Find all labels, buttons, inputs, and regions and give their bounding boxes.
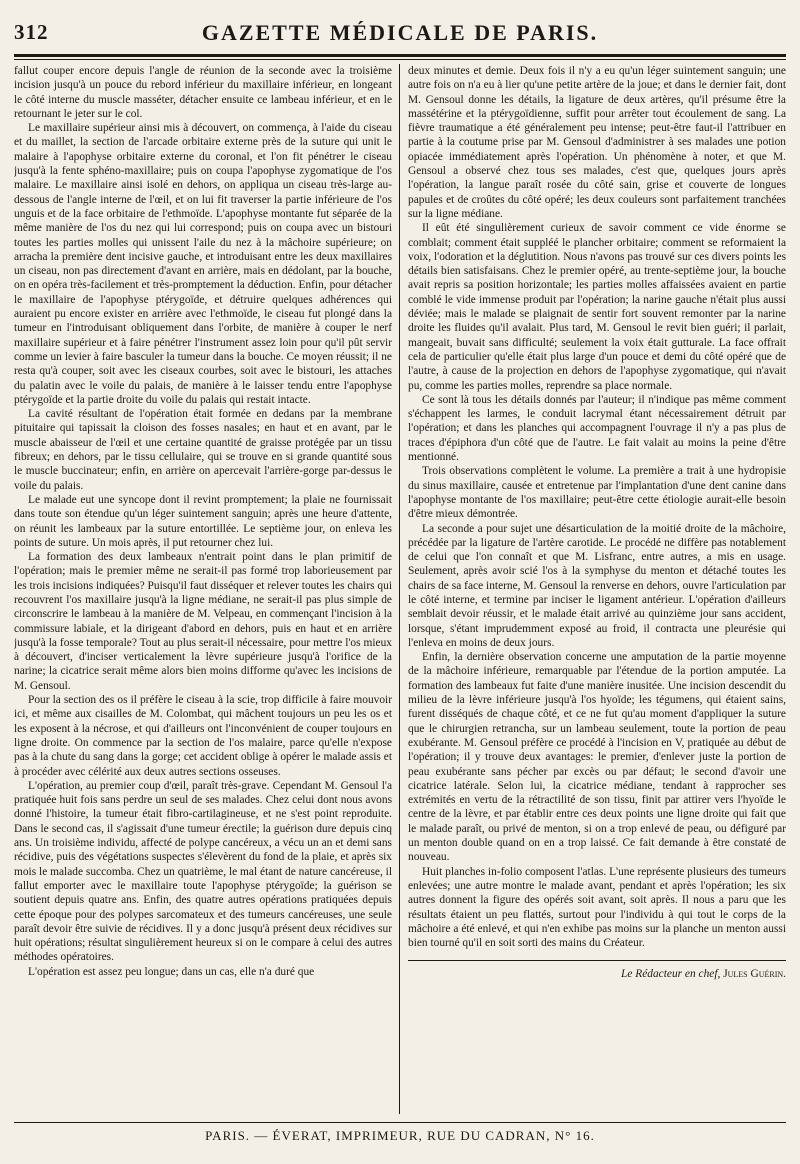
- paragraph: L'opération, au premier coup d'œil, paraît très-grave. Cependant M. Gensoul l'a pratiquée huit fois sans perdre un seul de ses malades. Chez celui dont nous avons donné l'histoire, la tumeur était fibro-cartilagineuse, et ne s'est point reproduite. Dans le second cas, il s'agissait d'une tumeur érectile; la guérison dure depuis cinq ans. Un troisième individu, affecté de polype cancéreux, a vécu un an et demi sans récidive, puis des végétations suspectes s'élevèrent du fond de la plaie, et après six mois le malade succomba. Chez un quatrième, le mal étant de nature cancéreuse, il fallut emporter avec le maxillaire toute l'apophyse ptérygoïde; la guérison se soutient depuis quatre ans. Enfin, des quatre autres opérations pratiquées depuis cette époque pour des polypes sarcomateux et des tumeurs cancéreuses, une seule paraît devoir être suivie de récidives. Il y a donc jusqu'à présent deux récidives sur huit opérations; résultat singulièrement heureux si on le compare à celui des autres méthodes opératoires.: [14, 779, 392, 964]
- printer-imprint: PARIS. — ÉVERAT, IMPRIMEUR, RUE DU CADRAN, N° 16.: [205, 1128, 595, 1143]
- paragraph: deux minutes et demie. Deux fois il n'y a eu qu'un léger suintement sanguin; une autre fois on n'a eu à lier qu'une petite artère de la joue; et dans le dernier fait, dont M. Gensoul donne les détails, la ligature de deux artères, qu'il présume être la massétérine et la ptérygoïdienne, suffit pour arrêter tout écoulement de sang. La fièvre traumatique a été généralement peu intense; peut-être faut-il l'attribuer en partie à la coutume prise par M. Gensoul d'administrer à ses malades une potion opiacée immédiatement après l'opération. Un phénomène à noter, et que M. Gensoul a observé chez tous ses malades, c'est que, quelques jours après l'opération, la langue paraît rosée du côté sain, grise et couverte de longues papules et de croûtes du côté opéré; les deux couleurs sont parfaitement tranchées sur la ligne médiane.: [408, 65, 786, 220]
- column-divider: [399, 64, 400, 1114]
- paragraph: fallut couper encore depuis l'angle de réunion de la seconde avec la troisième incision jusqu'à un pouce du rebord inférieur du maxillaire inférieur, en longeant le côté interne du muscle masséter, détacher ensuite ce lambeau inférieur, et en le retournant le jeter sur le col.: [14, 65, 392, 120]
- paragraph: Pour la section des os il préfère le ciseau à la scie, trop difficile à faire mouvoir ici, et même aux cisailles de M. Colombat, qui mâchent toujours un peu les os et les exposent à la nécrose, et qui d'ailleurs ont l'inconvénient de couper toujours en ligne droite. On commence par la section de l'os malaire, parce qu'elle n'expose pas à la chute du sang dans la gorge; cet accident oblige à opérer le malade assis et à procéder avec célérité aux deux autres sections osseuses.: [14, 694, 392, 778]
- left-column: [14, 64, 392, 1114]
- signature-name: Jules Guérin.: [723, 968, 786, 981]
- article-columns: [14, 64, 786, 1114]
- paragraph: La cavité résultant de l'opération était formée en dedans par la membrane pituitaire qui tapissait la cloison des fosses nasales; en haut et en avant, par le muscle abaisseur de l'œil et une certaine quantité de graisse protégée par un tissu fibreux; en dehors, par le tissu cellulaire, qui se trouve en si grande quantité sous le muscle buccinateur; enfin, en arrière on apercevait l'arrière-gorge par-dessus le voile du palais.: [14, 408, 392, 492]
- paragraph: Ce sont là tous les détails donnés par l'auteur; il n'indique pas même comment s'échappent les larmes, le conduit lacrymal étant nécessairement détruit par l'opération; et dans les planches qui accompagnent l'ouvrage il n'y a pas plus de traces d'épiphora d'un côté que de l'autre. Le fait valait au moins la peine d'être mentionné.: [408, 393, 786, 464]
- editor-signature: [408, 967, 786, 981]
- paragraph: Le malade eut une syncope dont il revint promptement; la plaie ne fournissait dans toute son étendue qu'un léger suintement sanguin; après une heure d'attente, on réunit les lambeaux par la suture entortillée. Le septième jour, on enleva les points de suture. Un mois après, il put retourner chez lui.: [14, 493, 392, 549]
- signature-role: Le Rédacteur en chef,: [621, 968, 721, 981]
- paragraph: Il eût été singulièrement curieux de savoir comment ce vide énorme se comblait; comment était suppléé le plancher orbitaire; comment se reformaient la voix, l'odoration et la déglutition. Nous n'avons pas trouvé sur ces divers points les détails bien satisfaisans. Chez le premier opéré, au trente-septième jour, la bouche avait repris sa position horizontale; les parties molles affaissées avaient en partie comblé le vide immense produit par l'opération; la narine gauche n'était plus aussi déviée; mais le malade se plaignait de sentir fort souvent remonter par la narine droite les fluides qu'il avalait. Plus tard, M. Gensoul le revit bien guéri; il parlait, mangeait, buvait sans difficulté; seulement la voix était gutturale. La face offrait cela de particulier qu'elle était plus large d'un pouce et demi du côté opéré que de l'autre, à cause de la projection en dehors de l'apophyse zygomatique, qui n'avait pu, comme les parties molles, reprendre sa place normale.: [408, 222, 786, 392]
- header-rule-thin: [14, 59, 786, 60]
- paragraph: La seconde a pour sujet une désarticulation de la moitié droite de la mâchoire, précédée par la ligature de l'artère carotide. Le procédé ne diffère pas notablement de celui que l'on connaît et que M. Lisfranc, entre autres, a mis en usage. Seulement, après avoir scié l'os à la symphyse du menton et détaché toutes les chairs de sa face interne, M. Gensoul la renverse en dehors, ouvre l'articulation par le côté interne, et termine par inciser le ligament antérieur. L'opération d'ailleurs semblait devoir réussir, et le malade était arrivé au quinzième jour sans accident, lorsque, s'étant imprudemment exposé au froid, il contracta une pleurésie qui l'enleva en moins de deux jours.: [408, 522, 786, 649]
- paragraph: Huit planches in-folio composent l'atlas. L'une représente plusieurs des tumeurs enlevées; une autre montre le malade avant, pendant et après l'opération; les six autres donnent la figure des opérés soit avant, soit après. Il nous a paru que les résultats étaient un peu flattés, surtout pour l'individu à qui tout le corps de la mâchoire a été enlevé, et qui n'en exhibe pas moins sur la planche un menton aussi bien tourné qu'il en soit sorti des mains du Créateur.: [408, 865, 786, 950]
- paragraph: Enfin, la dernière observation concerne une amputation de la partie moyenne de la mâchoire inférieure, remarquable par l'étendue de la portion amputée. La formation des lambeaux fut faite d'une manière inusitée. Une incision descendit du milieu de la lèvre inférieure jusqu'à l'os hyoïde; les tégumens, qui étaient sains, furent disséqués de chaque côté, et ce ne fut qu'au moment d'appliquer la suture que le chirurgien retrancha, sur un lambeau seulement, toute la portion de peau exubérante. M. Gensoul préfère ce procédé à l'incision en V, pratiquée au début de l'opération; il y trouve deux avantages: le premier, d'enlever juste la portion de peau exubérante sans pécher par excès ou par défaut; le second d'avoir une cicatrice latérale. Selon lui, la cicatrice médiane, tendant à rapprocher ses extrémités en vertu de la rétractilité de son tissu, finit par attirer vers l'hyoïde le centre de la lèvre, et par établir entre ces deux points une ligne droite qui fait que le malade paraît, ou privé de menton, si on a trop enlevé de peau, ou défiguré par un menton double quand on en a trop laissé. Ce fait demande à être constaté de nouveau.: [408, 651, 786, 864]
- page-number: 312: [14, 20, 49, 44]
- page-header: [14, 18, 786, 54]
- right-column: [408, 64, 786, 1114]
- paragraph: Trois observations complètent le volume. La première a trait à une hydropisie du sinus maxillaire, causée et entretenue par l'implantation d'une dent canine dans l'apophyse montante de l'os maxillaire; peut-être cette étiologie aurait-elle besoin d'être mieux démontrée.: [408, 465, 786, 521]
- signature-rule: [408, 960, 786, 961]
- paragraph: L'opération est assez peu longue; dans un cas, elle n'a duré que: [28, 965, 315, 978]
- footer-rule: [14, 1122, 786, 1123]
- paragraph: Le maxillaire supérieur ainsi mis à découvert, on commença, à l'aide du ciseau et du maillet, la section de l'arcade orbitaire externe près de la suture qui unit le malaire à l'apophyse orbitaire externe du coronal, et l'on fit pénétrer le ciseau jusqu'à la fente sphéno-maxillaire; puis on coupa l'apophyse zygomatique de l'os malaire. Le maxillaire ainsi isolé en dehors, on appliqua un ciseau très-large au-dessous de l'angle interne de l'œil, et on lui fit traverser la partie inférieure de l'os unguis et de la face orbitaire de l'ethmoïde. L'apophyse montante fut séparée de la même manière de l'os du nez qui lui correspond; puis on coupa avec un bistouri toutes les parties molles qui unissent l'aile du nez à la mâchoire supérieure; on arracha la première dent incisive gauche, et introduisant entre les deux maxillaires un ciseau, non pas directement d'avant en arrière, mais en dédolant, par la bouche, on en opéra très-facilement et très-promptement la déduction. Enfin, pour détacher le maxillaire de l'apophyse ptérygoïde, et détruire quelques adhérences qui auraient pu encore exister en arrière avec l'ethmoïde, le ciseau fut plongé dans la tumeur en l'introduisant obliquement dans l'orbite, de manière à couper le nerf maxillaire supérieur et à faire pénétrer l'instrument assez loin pour qu'il pût servir comme un levier à faire basculer la tumeur dans la bouche. Ce moyen réussit; il ne resta qu'à couper, soit avec les ciseaux courbes, soit avec le bistouri, les attaches du palatin avec le voile du palais, de manière à le laisser tendu entre l'apophyse ptérygoïde et la partie droite du voile du palais qui restait intacte.: [14, 122, 392, 406]
- header-rule-thick: [14, 54, 786, 57]
- journal-title: GAZETTE MÉDICALE DE PARIS.: [201, 20, 599, 45]
- paragraph: La formation des deux lambeaux n'entrait point dans le plan primitif de l'opération; mais le premier même ne serait-il pas formé trop laborieusement par les trois incisions indiquées? Puisqu'il faut disséquer et relever toutes les chairs qui recouvrent l'os maxillaire jusqu'à la ligne médiane, ne serait-il pas plus simple de circonscrire le lambeau à la manière de M. Velpeau, en commençant l'incision à la commissure labiale, et la dirigeant d'abord en dehors, puis en haut et en arrière jusqu'à la fosse temporale? Tout au plus serait-il nécessaire, pour mettre l'os mieux à découvert, d'inciser verticalement la lèvre supérieure jusqu'à l'orifice de la narine; la cicatrice serait même alors bien moins difforme qu'avec les incisions de M. Gensoul.: [14, 551, 392, 692]
